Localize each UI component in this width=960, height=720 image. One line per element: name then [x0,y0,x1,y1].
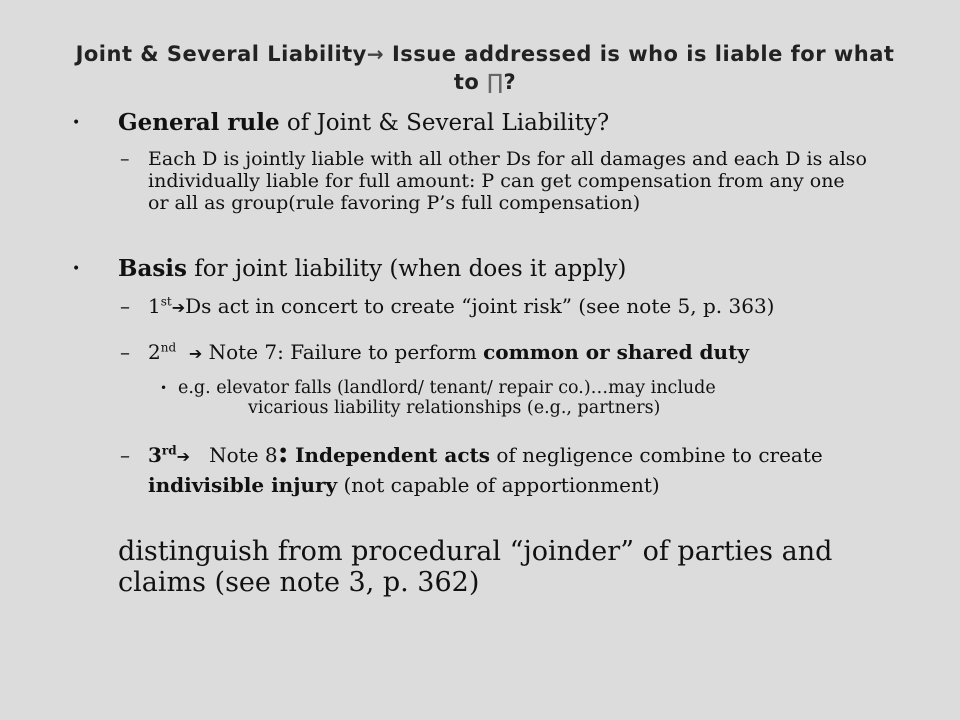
third-bold-2: indivisible injury [148,473,338,497]
second-num: 2 [148,340,161,364]
sub-second [120,340,868,365]
first-sup: st [160,294,172,309]
example-line-2: vicarious liability relationships (e.g., partners) [248,398,661,418]
closing-note: distinguish from procedural “joinder” of parties and claims (see note 3, p. 362) [118,536,833,598]
third-num: 3 [148,443,162,467]
example-line-1: e.g. elevator falls (landlord/ tenant/ repair co.)…may include [178,378,716,398]
title-text-2: Issue addressed is who is liable for what to [384,42,895,94]
title-symbol: ∏ [487,70,504,94]
third-note: Note 8 [190,443,278,467]
second-sup: nd [160,340,177,355]
bullet-icon: • [72,115,81,131]
dash-marker: – [120,148,130,170]
title-text-3: ? [503,70,517,94]
right-arrow-icon: ➔ [176,447,191,466]
basis-bold: Basis [118,255,187,282]
right-arrow-icon: → [366,42,385,66]
general-rule-detail: Each D is jointly liable with all other Ds for all damages and each D is also individually liable for full amount: P can get compensation from any one or all as group(rule favoring P’s full compensation) [148,148,867,214]
bullet-basis [72,255,627,283]
slide-title [60,40,910,96]
right-arrow-icon: ➔ [188,344,203,363]
sub-general-rule [120,148,868,214]
title-text-1: Joint & Several Liability [75,42,367,66]
general-rule-text: of Joint & Several Liability? [279,110,610,136]
bullet-general-rule [72,109,610,137]
third-bold-1: Independent acts [295,443,491,467]
bullet-icon: • [72,261,81,277]
dash-marker: – [120,443,130,467]
right-arrow-icon: ➔ [171,298,186,317]
bullet-icon: • [160,381,168,395]
sub-first [120,294,868,319]
sub-third [120,435,868,500]
third-text-1: of negligence combine to create [490,443,823,467]
general-rule-bold: General rule [118,109,280,136]
basis-text: for joint liability (when does it apply) [186,256,627,282]
second-bold: common or shared duty [483,340,749,364]
first-num: 1 [148,294,161,318]
dash-marker: – [120,294,130,318]
first-text: Ds act in concert to create “joint risk” (see note 5, p. 363) [185,294,775,318]
third-sup: rd [161,443,177,458]
sub-sub-second [160,378,878,418]
third-text-2: (not capable of apportionment) [337,473,660,497]
dash-marker: – [120,340,130,364]
second-text: Note 7: Failure to perform [202,340,484,364]
third-colon: : [277,435,289,470]
